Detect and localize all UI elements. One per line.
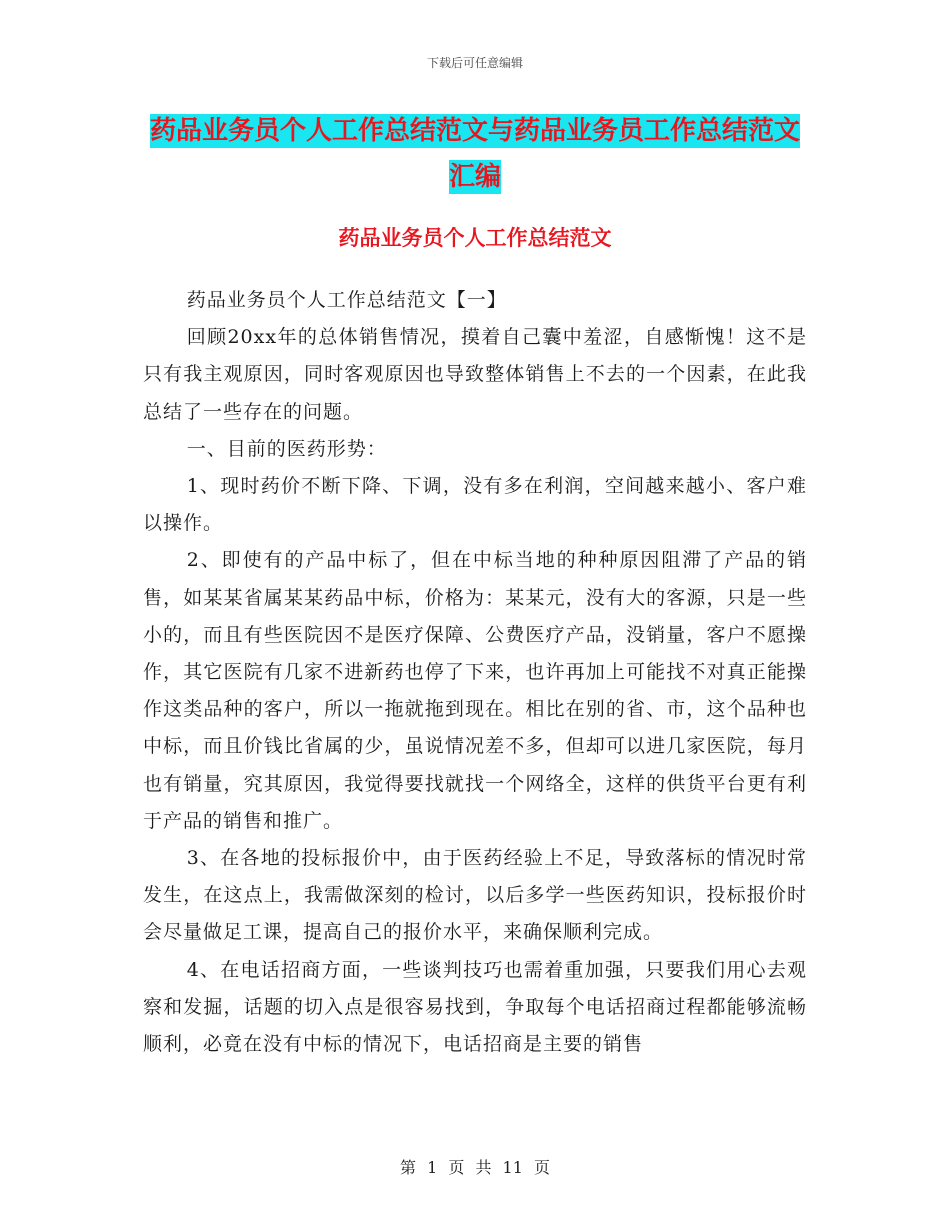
paragraph: 3、在各地的投标报价中，由于医药经验上不足，导致落标的情况时常发生，在这点上，我需做深刻的检讨，以后多学一些医药知识，投标报价时会尽量做足工课，提高自己的报价水平，来确保顺利完成。 [143, 847, 807, 944]
paragraph: 药品业务员个人工作总结范文【一】 [186, 289, 507, 311]
document-title-text: 药品业务员个人工作总结范文与药品业务员工作总结范文汇编 [150, 116, 801, 192]
section-title: 药品业务员个人工作总结范文 [338, 226, 612, 250]
document-title [150, 108, 800, 200]
page-footer: 第 1 页 共 11 页 [400, 1158, 550, 1177]
document-body [143, 282, 807, 1063]
paragraph: 1、现时药价不断下降、下调，没有多在利润，空间越来越小、客户难以操作。 [143, 475, 807, 535]
paragraph: 4、在电话招商方面，一些谈判技巧也需着重加强，只要我们用心去观察和发掘，话题的切入点是很容易找到，争取每个电话招商过程都能够流畅顺利，必竟在没有中标的情况下，电话招商是主要的销售 [143, 958, 807, 1056]
paragraph: 2、即使有的产品中标了，但在中标当地的种种原因阻滞了产品的销售，如某某省属某某药品中标，价格为：某某元，没有大的客源，只是一些小的，而且有些医院因不是医疗保障、公费医疗产品，没销量，客户不愿操作，其它医院有几家不进新药也停了下来，也许再加上可能找不对真正能操作这类品种的客户，所以一拖就拖到现在。相比在别的省、市，这个品种也中标，而且价钱比省属的少，虽说情况差不多，但却可以进几家医院，每月也有销量，究其原因，我觉得要找就找一个网络全，这样的供货平台更有利于产品的销售和推广。 [143, 549, 807, 832]
paragraph: 回顾20xx年的总体销售情况，摸着自己囊中羞涩，自感惭愧！这不是只有我主观原因，同时客观原因也导致整体销售上不去的一个因素，在此我总结了一些存在的问题。 [143, 326, 807, 423]
header-note: 下载后可任意编辑 [426, 56, 523, 70]
paragraph: 一、目前的医药形势： [186, 437, 387, 460]
